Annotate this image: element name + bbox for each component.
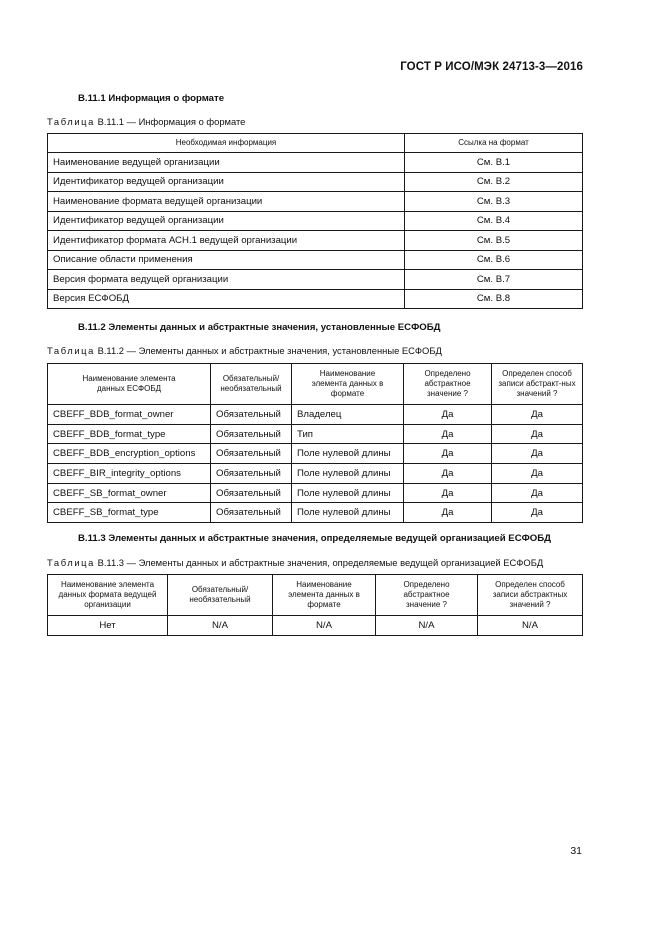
- table-cell: CBEFF_BDB_format_type: [48, 424, 211, 444]
- table-row: [48, 405, 583, 425]
- table-b11-3: [47, 574, 583, 636]
- table-cell: Тип: [292, 424, 404, 444]
- table-cell: Версия формата ведущей организации: [48, 270, 405, 290]
- table-cell: См. B.7: [405, 270, 583, 290]
- table-row: [48, 464, 583, 484]
- table-cell: См. B.4: [405, 211, 583, 231]
- column-header: Наименование элемента данных ЕСФОБД: [48, 364, 211, 405]
- caption-text: B.11.1 — Информация о формате: [97, 116, 246, 127]
- table-cell: См. B.8: [405, 289, 583, 309]
- table-cell: Нет: [48, 616, 168, 636]
- table-cell: Версия ЕСФОБД: [48, 289, 405, 309]
- column-header: Необходимая информация: [48, 134, 405, 153]
- column-header: Наименование элемента данных формата ведущей организации: [48, 575, 168, 616]
- column-header: Обязательный/ необязательный: [211, 364, 292, 405]
- table-row: [48, 424, 583, 444]
- caption-word: Таблица: [47, 557, 95, 568]
- table-row: [48, 616, 583, 636]
- table-row: [48, 153, 583, 173]
- table-cell: Да: [492, 405, 583, 425]
- column-header: Наименование элемента данных в формате: [273, 575, 376, 616]
- table-cell: CBEFF_BDB_encryption_options: [48, 444, 211, 464]
- table-caption-b11-1: [47, 116, 245, 127]
- table-cell: См. B.6: [405, 250, 583, 270]
- table-row: [48, 503, 583, 523]
- table-cell: См. B.3: [405, 192, 583, 212]
- column-header: Ссылка на формат: [405, 134, 583, 153]
- table-cell: CBEFF_SB_format_owner: [48, 483, 211, 503]
- table-row: [48, 192, 583, 212]
- table-cell: Да: [404, 503, 492, 523]
- section-heading-b11-2: B.11.2 Элементы данных и абстрактные значения, установленные ЕСФОБД: [78, 322, 441, 333]
- table-row: [48, 444, 583, 464]
- column-header: Обязательный/ необязательный: [168, 575, 273, 616]
- table-cell: Описание области применения: [48, 250, 405, 270]
- table-header-row: [48, 364, 583, 405]
- table-cell: Обязательный: [211, 464, 292, 484]
- table-cell: CBEFF_SB_format_type: [48, 503, 211, 523]
- table-header-row: [48, 575, 583, 616]
- table-cell: Да: [404, 483, 492, 503]
- table-b11-2: [47, 363, 583, 523]
- table-cell: Да: [492, 424, 583, 444]
- table-cell: Обязательный: [211, 424, 292, 444]
- table-cell: Да: [492, 503, 583, 523]
- table-cell: Поле нулевой длины: [292, 483, 404, 503]
- table-cell: Да: [404, 424, 492, 444]
- table-cell: N/A: [273, 616, 376, 636]
- table-cell: Идентификатор ведущей организации: [48, 172, 405, 192]
- table-cell: N/A: [376, 616, 478, 636]
- table-caption-b11-2: [47, 345, 442, 356]
- column-header: Определено абстрактное значение ?: [404, 364, 492, 405]
- caption-text: B.11.2 — Элементы данных и абстрактные значения, установленные ЕСФОБД: [97, 345, 442, 356]
- section-heading-b11-1: B.11.1 Информация о формате: [78, 93, 225, 104]
- column-header: Определено абстрактное значение ?: [376, 575, 478, 616]
- table-cell: Наименование формата ведущей организации: [48, 192, 405, 212]
- table-header-row: [48, 134, 583, 153]
- caption-word: Таблица: [47, 116, 95, 127]
- table-cell: Обязательный: [211, 503, 292, 523]
- column-header: Определен способ записи абстракт-ных значений ?: [492, 364, 583, 405]
- table-cell: Да: [404, 464, 492, 484]
- table-cell: CBEFF_BIR_integrity_options: [48, 464, 211, 484]
- table-cell: Обязательный: [211, 444, 292, 464]
- column-header: Наименование элемента данных в формате: [292, 364, 404, 405]
- table-b11-1: [47, 133, 583, 309]
- table-cell: См. B.2: [405, 172, 583, 192]
- table-row: [48, 211, 583, 231]
- table-caption-b11-3: [47, 557, 543, 568]
- table-row: [48, 250, 583, 270]
- table-cell: Обязательный: [211, 483, 292, 503]
- table-cell: Да: [492, 483, 583, 503]
- table-cell: Поле нулевой длины: [292, 503, 404, 523]
- table-row: [48, 289, 583, 309]
- table-cell: CBEFF_BDB_format_owner: [48, 405, 211, 425]
- table-cell: Поле нулевой длины: [292, 464, 404, 484]
- table-row: [48, 270, 583, 290]
- table-cell: Идентификатор ведущей организации: [48, 211, 405, 231]
- table-row: [48, 483, 583, 503]
- table-cell: Да: [492, 464, 583, 484]
- table-cell: Обязательный: [211, 405, 292, 425]
- table-cell: См. B.1: [405, 153, 583, 173]
- caption-text: B.11.3 — Элементы данных и абстрактные значения, определяемые ведущей организацией ЕСФОБД: [97, 557, 544, 568]
- table-cell: Владелец: [292, 405, 404, 425]
- table-row: [48, 231, 583, 251]
- table-cell: N/A: [168, 616, 273, 636]
- column-header: Определен способ записи абстрактных значений ?: [478, 575, 583, 616]
- caption-word: Таблица: [47, 345, 95, 356]
- document-id: ГОСТ Р ИСО/МЭК 24713-3—2016: [400, 61, 583, 73]
- table-cell: Да: [404, 444, 492, 464]
- section-heading-b11-3: B.11.3 Элементы данных и абстрактные значения, определяемые ведущей организацией ЕСФОБД: [78, 533, 551, 544]
- table-cell: Поле нулевой длины: [292, 444, 404, 464]
- table-cell: Идентификатор формата АСН.1 ведущей организации: [48, 231, 405, 251]
- table-cell: См. B.5: [405, 231, 583, 251]
- table-cell: N/A: [478, 616, 583, 636]
- page-number: 31: [570, 845, 582, 857]
- table-cell: Наименование ведущей организации: [48, 153, 405, 173]
- table-row: [48, 172, 583, 192]
- table-cell: Да: [404, 405, 492, 425]
- table-cell: Да: [492, 444, 583, 464]
